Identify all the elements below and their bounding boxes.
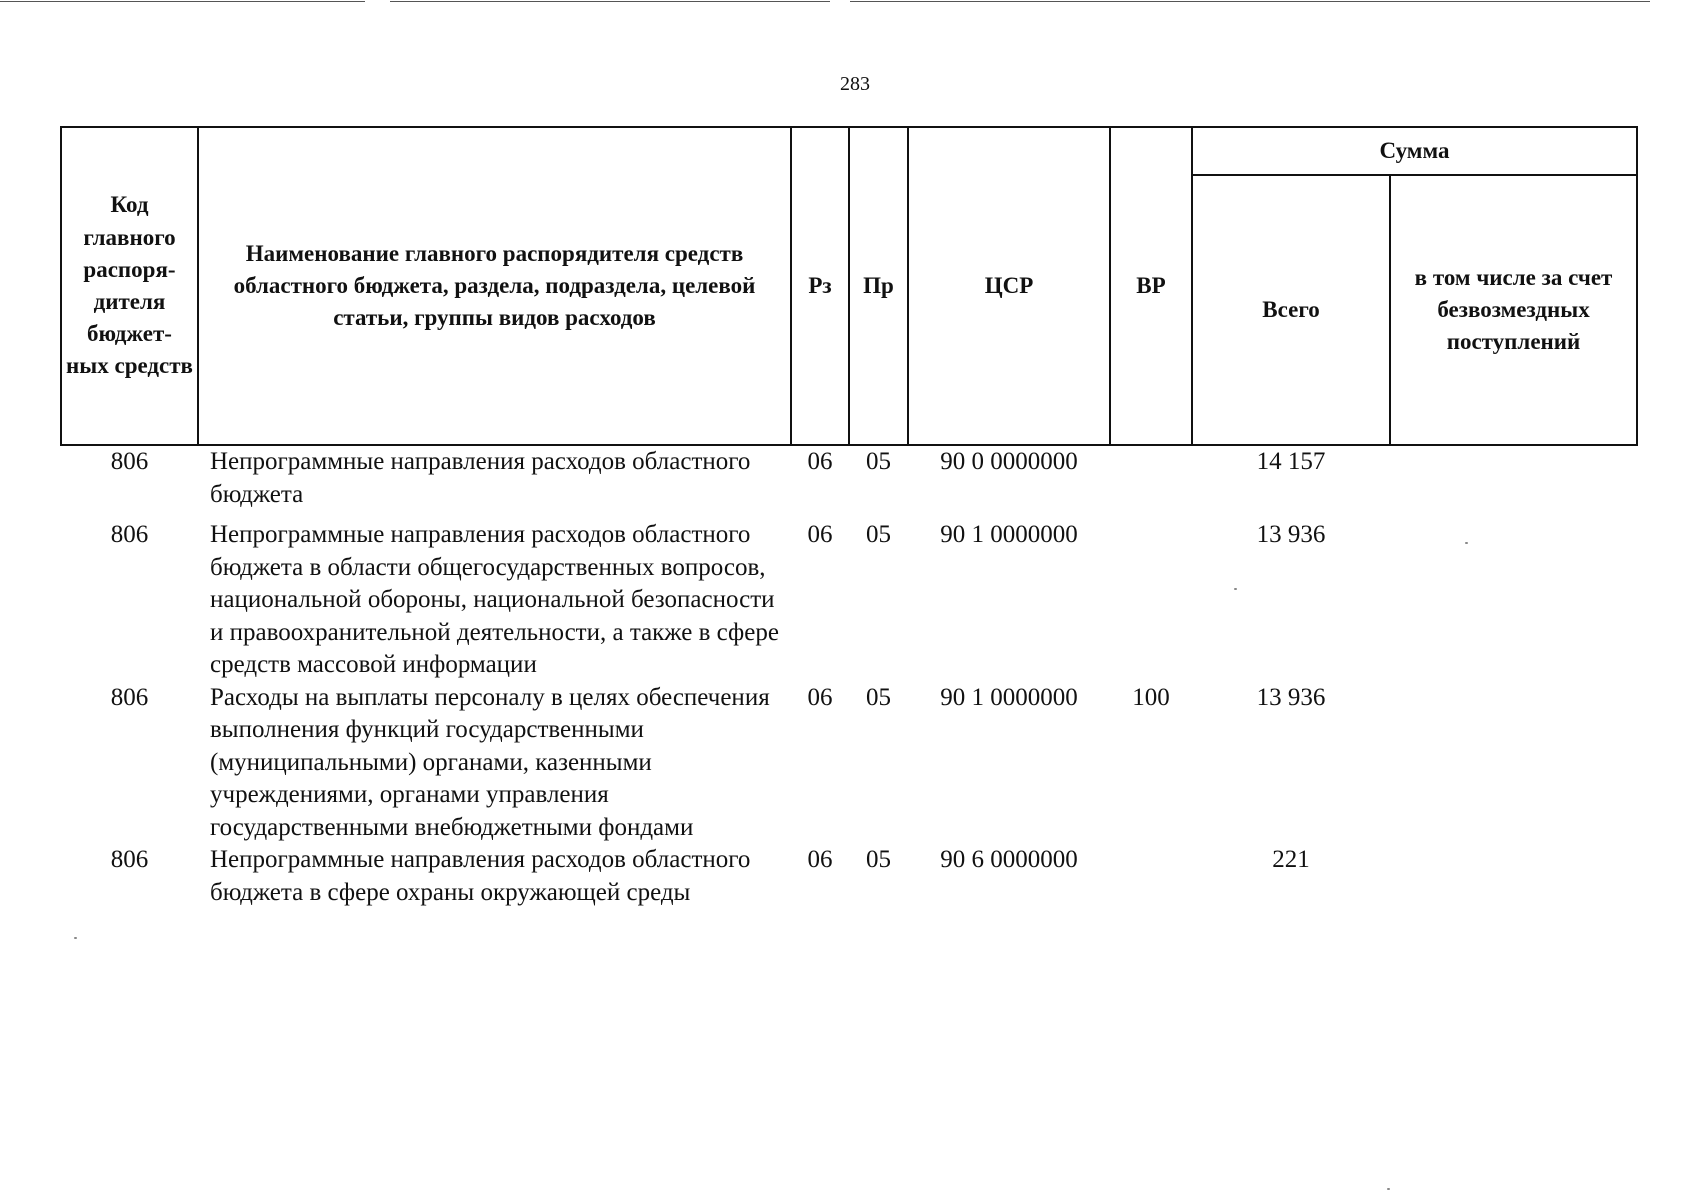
cell-name: Непрограммные направления расходов областного бюджета <box>210 448 751 508</box>
cell-total: 14 157 <box>1256 448 1326 475</box>
col-header-pr: Пр <box>849 127 908 445</box>
cell-csr: 90 1 0000000 <box>940 521 1078 548</box>
cell-pr: 05 <box>866 683 891 711</box>
table-row <box>61 445 1637 511</box>
page-number: 283 <box>840 73 870 95</box>
cell-total: 13 936 <box>1256 683 1326 711</box>
cell-vr <box>1110 844 1192 909</box>
cell-pr: 05 <box>866 521 891 548</box>
cell-name: Непрограммные направления расходов областного бюджета в сфере охраны окружающей среды <box>210 846 751 906</box>
cell-code: 806 <box>110 683 149 711</box>
table-row <box>61 844 1637 909</box>
cell-rz: 06 <box>807 683 833 711</box>
cell-free <box>1390 844 1637 909</box>
cell-free <box>1390 445 1637 511</box>
cell-csr: 90 0 0000000 <box>940 448 1078 475</box>
cell-total: 13 936 <box>1256 521 1326 548</box>
col-header-free: в том числе за счет безвозмездных поступлений <box>1390 175 1637 445</box>
col-header-sum: Сумма <box>1192 127 1637 175</box>
col-header-rz: Рз <box>791 127 849 445</box>
col-header-csr: ЦСР <box>908 127 1110 445</box>
cell-pr: 05 <box>866 846 891 873</box>
cell-rz: 06 <box>807 521 833 548</box>
scan-top-rule <box>850 1 1650 2</box>
table-row <box>61 511 1637 682</box>
cell-csr: 90 1 0000000 <box>940 683 1078 711</box>
cell-code: 806 <box>110 521 149 548</box>
scan-speck <box>1387 1188 1390 1190</box>
cell-csr: 90 6 0000000 <box>940 846 1078 873</box>
cell-code: 806 <box>110 846 149 873</box>
budget-table <box>60 126 1638 909</box>
cell-vr <box>1110 511 1192 682</box>
scan-speck <box>74 937 77 939</box>
col-header-vr: ВР <box>1110 127 1192 445</box>
cell-name: Расходы на выплаты персоналу в целях обеспечения выполнения функций государственными (муниципальными) органами, казенными учреждениями, органами управления государственными внебюджетными фондами <box>210 683 770 841</box>
col-header-total: Всего <box>1192 175 1390 445</box>
cell-vr <box>1110 445 1192 511</box>
cell-free <box>1390 511 1637 682</box>
scan-top-rule <box>390 1 830 2</box>
cell-free <box>1390 682 1637 845</box>
table-row <box>61 682 1637 845</box>
cell-pr: 05 <box>866 448 891 475</box>
cell-total: 221 <box>1272 846 1310 873</box>
table-header-row <box>61 127 1637 175</box>
cell-rz: 06 <box>807 448 833 475</box>
cell-vr: 100 <box>1132 683 1170 711</box>
col-header-name: Наименование главного распорядителя средств областного бюджета, раздела, подраздела, целевой статьи, группы видов расходов <box>198 127 791 445</box>
scan-top-rule <box>0 1 365 2</box>
cell-code: 806 <box>110 448 149 475</box>
cell-rz: 06 <box>807 846 833 873</box>
cell-name: Непрограммные направления расходов областного бюджета в области общегосударственных вопросов, национальной обороны, национальной безопасности и правоохранительной деятельности, а также в сфере средств массовой информации <box>210 521 779 678</box>
col-header-code: Код главного распоря-дителя бюджет-ных средств <box>61 127 198 445</box>
